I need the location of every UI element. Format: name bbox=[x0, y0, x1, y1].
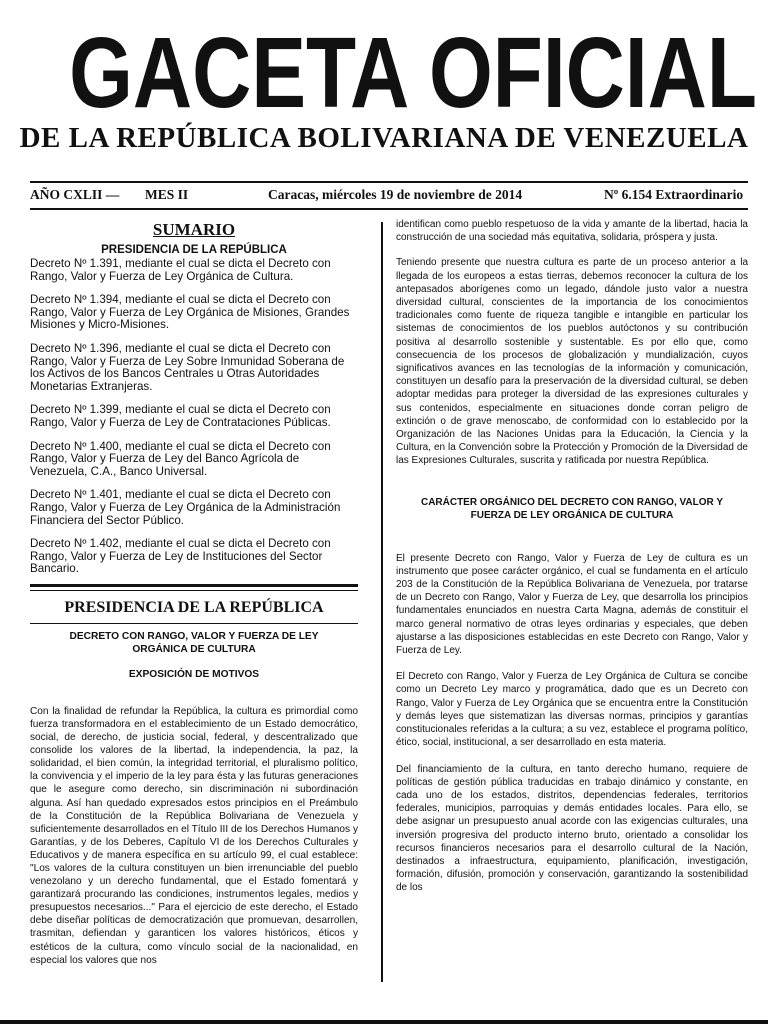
masthead bbox=[0, 18, 768, 154]
right-paragraph-4: El Decreto con Rango, Valor y Fuerza de Ley Orgánica de Cultura se concibe como un Decreto Ley marco y programática, dado que es un Decreto con Rango, Valor y Fuerza de Ley Orgánica que se encuentra entre la Constitución y demás leyes que sistematizan las diversas normas, principios y garantías constitucionales referidas a la cultura; a su vez, establece el programa político, ético, social, institucional, a ser desarrollado en esta materia. bbox=[396, 671, 748, 749]
section-divider-thin bbox=[30, 590, 358, 591]
issue-info-bar bbox=[30, 187, 748, 207]
decree-heading: DECRETO CON RANGO, VALOR Y FUERZA DE LEY ORGÁNICA DE CULTURA bbox=[69, 630, 319, 655]
exposicion-heading: EXPOSICIÓN DE MOTIVOS bbox=[128, 668, 260, 680]
sumario-title: SUMARIO bbox=[152, 220, 236, 239]
issue-month: MES II bbox=[145, 187, 189, 202]
issue-year: AÑO CXLII — bbox=[30, 187, 120, 202]
sumario-decree: Decreto Nº 1.401, mediante el cual se dicta el Decreto con Rango, Valor y Fuerza de Ley Orgánica de la Administración Financiera del Sector Público. bbox=[30, 488, 341, 527]
right-paragraph-1: identifican como pueblo respetuoso de la vida y amante de la libertad, hacia la construcción de una sociedad más equitativa, solidaria, próspera y justa. bbox=[396, 219, 748, 244]
sumario-decree: Decreto Nº 1.399, mediante el cual se dicta el Decreto con Rango, Valor y Fuerza de Ley de Contrataciones Públicas. bbox=[30, 403, 331, 429]
right-paragraph-3: El presente Decreto con Rango, Valor y Fuerza de Ley de cultura es un instrumento que posee carácter orgánico, el cual se fundamenta en el artículo 203 de la Constitución de la República Bolivariana de Venezuela, por tratarse de un Decreto con Rango, Valor y Fuerza de Ley, que desarrolla los principios fundamentales enunciados en nuestra Carta Magna, además de constituir el marco general normativo de otras leyes ordinarias y especiales, que deben ajustarse a las disposiciones establecidas en este Decreto con Rango, Valor y Fuerza de Ley. bbox=[396, 552, 748, 657]
sumario-decree: Decreto Nº 1.396, mediante el cual se dicta el Decreto con Rango, Valor y Fuerza de Ley Sobre Inmunidad Soberana de los Activos de los Bancos Centrales u Otras Autoridades Monetarias Extranjeras. bbox=[30, 341, 345, 393]
column-divider bbox=[381, 222, 383, 982]
presidencia-title: PRESIDENCIA DE LA REPÚBLICA bbox=[64, 598, 324, 616]
sumario-decree: Decreto Nº 1.402, mediante el cual se dicta el Decreto con Rango, Valor y Fuerza de Ley de Instituciones del Sector Bancario. bbox=[30, 537, 331, 576]
caracter-heading: CARÁCTER ORGÁNICO DEL DECRETO CON RANGO, VALOR Y FUERZA DE LEY ORGÁNICA DE CULTURA bbox=[420, 496, 724, 521]
right-column bbox=[396, 218, 748, 895]
page-bottom-edge bbox=[0, 1020, 768, 1024]
issue-number: Nº 6.154 Extraordinario bbox=[604, 187, 744, 202]
header-bottom-rule bbox=[30, 208, 748, 210]
gazette-title: GACETA OFICIAL bbox=[69, 17, 757, 129]
header-top-rule bbox=[30, 181, 748, 183]
sumario-decree: Decreto Nº 1.394, mediante el cual se dicta el Decreto con Rango, Valor y Fuerza de Ley Orgánica de Misiones, Grandes Misiones y Micro-Misiones. bbox=[30, 293, 350, 332]
left-column bbox=[30, 218, 358, 967]
right-paragraph-5: Del financiamiento de la cultura, en tanto derecho humano, requiere de políticas de gestión pública traducidas en trabajo dinámico y constante, en cada uno de los estados, distritos, dependencias federales, territorios federales, municipios, parroquias y demás entidades locales. Para ello, se debe asignar un presupuesto anual acorde con las exigencias culturales, una inversión progresiva del producto interno bruto, orientado a consolidar los recursos financieros necesarios para el desarrollo cultural de la Nación, destinados a infraestructura, equipamiento, planificación, investigación, formación, difusión, promoción y conservación, garantizando la sostenibilidad de los bbox=[396, 763, 748, 894]
sumario-decree: Decreto Nº 1.391, mediante el cual se dicta el Decreto con Rango, Valor y Fuerza de Ley Orgánica de Cultura. bbox=[30, 257, 331, 283]
gazette-subtitle: DE LA REPÚBLICA BOLIVARIANA DE VENEZUELA bbox=[19, 122, 749, 154]
sumario-decree: Decreto Nº 1.400, mediante el cual se dicta el Decreto con Rango, Valor y Fuerza de Ley del Banco Agrícola de Venezuela, C.A., Banco Universal. bbox=[30, 439, 331, 478]
sumario-section: PRESIDENCIA DE LA REPÚBLICA bbox=[101, 244, 287, 256]
right-paragraph-2: Teniendo presente que nuestra cultura es parte de un proceso anterior a la llegada de los europeos a estas tierras, debemos reconocer la cultura de los antepasados aborígenes como un legado, dándole justo valor a nuestra diversidad cultural, conscientes de la importancia de los conocimientos tradicionales como fuente de riqueza tangible e intangible en particular los sistemas de conocimientos de los pueblos autóctonos y su contribución positiva al desarrollo sostenible y sustentable. Es por ello que, como consecuencia de los procesos de globalización y mundialización, cuyos significativos avances en las tecnologías de la información y comunicación, constituyen un desafío para la preservación de la diversidad cultural, se deben adoptar medidas para proteger la diversidad de las expresiones culturales y sus contenidos, especialmente en situaciones donde corran peligro de extinción o de grave menoscabo, de conformidad con lo establecido por la Organización de las Naciones Unidas para la Educación, la Ciencia y la Cultura, en la Convención sobre la Protección y Promoción de la Diversidad de las Expresiones Culturales, suscrita y ratificada por nuestra República. bbox=[396, 257, 748, 467]
issue-date: Caracas, miércoles 19 de noviembre de 2014 bbox=[268, 187, 523, 202]
presidencia-rule bbox=[30, 623, 358, 624]
exposicion-paragraph: Con la finalidad de refundar la República, la cultura es primordial como fuerza transformadora en el establecimiento de un Estado democrático, social, de derecho, de justicia social, federal, y descentralizado que consolide los valores de la libertad, la independencia, la paz, la solidaridad, el bien común, la integridad territorial, el pluralismo político, la convivencia y el imperio de la ley para ésta y las futuras generaciones que le asegure como derecho, sin discriminación ni subordinación alguna. Así han quedado expresados estos principios en el Preámbulo de la Constitución de la República Bolivariana de Venezuela y suficientemente desarrollados en el Título III de los Derechos Humanos y Garantías, y de los Deberes, Capítulo VI de los Derechos Culturales y Educativos y de manera específica en su artículo 99, el cual establece: "Los valores de la cultura constituyen un bien irrenunciable del pueblo venezolano y un derecho fundamental, que el Estado fomentará y garantizará procurando las condiciones, instrumentos legales, medios y presupuestos necesarios..." Para el ejercicio de este derecho, el Estado debe diseñar políticas de democratización que promuevan, desarrollen, trasmitan, defiendan y garanticen los valores históricos, éticos y estéticos de la cultura, como vínculo social de la nacionalidad, en especial los valores que nos bbox=[30, 705, 358, 966]
section-divider-thick bbox=[30, 584, 358, 587]
